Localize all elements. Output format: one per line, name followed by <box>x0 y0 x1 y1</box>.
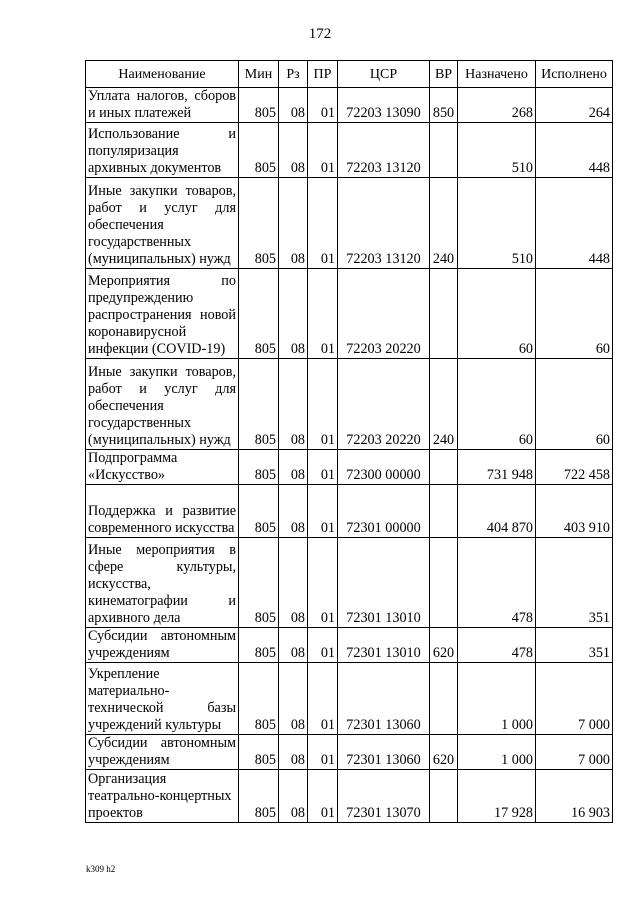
row-executed: 351 <box>536 628 613 663</box>
row-assigned: 17 928 <box>458 770 536 823</box>
header-min: Мин <box>239 61 279 88</box>
row-vr <box>430 269 458 359</box>
row-executed: 16 903 <box>536 770 613 823</box>
row-assigned: 1 000 <box>458 663 536 735</box>
row-assigned: 268 <box>458 88 536 123</box>
row-min: 805 <box>239 538 279 628</box>
row-vr <box>430 770 458 823</box>
row-min: 805 <box>239 485 279 538</box>
row-name: Подпрограмма «Искусство» <box>86 450 239 485</box>
row-pr: 01 <box>308 735 338 770</box>
row-name: Укрепление материально-технической базы учреждений культуры <box>86 663 239 735</box>
row-min: 805 <box>239 735 279 770</box>
row-assigned: 60 <box>458 359 536 450</box>
row-rz: 08 <box>279 770 308 823</box>
row-min: 805 <box>239 359 279 450</box>
row-csr: 72301 13010 <box>338 628 430 663</box>
row-rz: 08 <box>279 88 308 123</box>
row-pr: 01 <box>308 485 338 538</box>
row-name: Иные закупки товаров, работ и услуг для обеспечения государственных (муниципальных) нужд <box>86 359 239 450</box>
row-pr: 01 <box>308 538 338 628</box>
header-assigned: Назначено <box>458 61 536 88</box>
row-min: 805 <box>239 663 279 735</box>
row-csr: 72301 13010 <box>338 538 430 628</box>
row-csr: 72301 13070 <box>338 770 430 823</box>
header-executed: Исполнено <box>536 61 613 88</box>
row-vr <box>430 538 458 628</box>
row-vr: 240 <box>430 359 458 450</box>
row-executed: 351 <box>536 538 613 628</box>
row-pr: 01 <box>308 178 338 269</box>
row-min: 805 <box>239 269 279 359</box>
row-csr: 72203 13120 <box>338 123 430 178</box>
row-pr: 01 <box>308 123 338 178</box>
row-name: Мероприятия по предупреждению распространения новой коронавирусной инфекции (COVID-19) <box>86 269 239 359</box>
row-csr: 72301 13060 <box>338 735 430 770</box>
budget-table <box>85 60 613 823</box>
row-csr: 72203 13120 <box>338 178 430 269</box>
header-csr: ЦСР <box>338 61 430 88</box>
row-pr: 01 <box>308 88 338 123</box>
row-pr: 01 <box>308 269 338 359</box>
table-row <box>86 178 613 269</box>
row-csr: 72203 20220 <box>338 359 430 450</box>
row-csr: 72203 20220 <box>338 269 430 359</box>
header-pr: ПР <box>308 61 338 88</box>
row-vr <box>430 123 458 178</box>
row-executed: 264 <box>536 88 613 123</box>
row-rz: 08 <box>279 735 308 770</box>
row-min: 805 <box>239 88 279 123</box>
row-assigned: 1 000 <box>458 735 536 770</box>
row-executed: 60 <box>536 269 613 359</box>
row-rz: 08 <box>279 538 308 628</box>
row-vr <box>430 485 458 538</box>
table-row <box>86 485 613 538</box>
table-row <box>86 735 613 770</box>
row-vr <box>430 450 458 485</box>
row-min: 805 <box>239 123 279 178</box>
row-executed: 60 <box>536 359 613 450</box>
row-executed: 7 000 <box>536 735 613 770</box>
row-rz: 08 <box>279 359 308 450</box>
footer-code: k309 h2 <box>86 864 116 874</box>
row-assigned: 404 870 <box>458 485 536 538</box>
page-number: 172 <box>308 26 332 42</box>
row-name: Иные мероприятия в сфере культуры, искусства, кинематографии и архивного дела <box>86 538 239 628</box>
row-assigned: 478 <box>458 628 536 663</box>
table-row <box>86 770 613 823</box>
row-vr: 850 <box>430 88 458 123</box>
row-pr: 01 <box>308 359 338 450</box>
row-min: 805 <box>239 178 279 269</box>
row-min: 805 <box>239 628 279 663</box>
row-vr: 620 <box>430 628 458 663</box>
row-rz: 08 <box>279 663 308 735</box>
row-min: 805 <box>239 450 279 485</box>
row-rz: 08 <box>279 450 308 485</box>
row-assigned: 60 <box>458 269 536 359</box>
table-header-row <box>86 61 613 88</box>
row-csr: 72301 13060 <box>338 663 430 735</box>
row-vr: 620 <box>430 735 458 770</box>
row-pr: 01 <box>308 450 338 485</box>
row-assigned: 731 948 <box>458 450 536 485</box>
header-rz: Рз <box>279 61 308 88</box>
row-name: Уплата налогов, сборов и иных платежей <box>86 88 239 123</box>
table-row <box>86 663 613 735</box>
row-name: Субсидии автономным учреждениям <box>86 628 239 663</box>
row-csr: 72203 13090 <box>338 88 430 123</box>
header-vr: ВР <box>430 61 458 88</box>
row-rz: 08 <box>279 628 308 663</box>
row-pr: 01 <box>308 663 338 735</box>
row-executed: 448 <box>536 123 613 178</box>
table-row <box>86 450 613 485</box>
row-name: Использование и популяризация архивных документов <box>86 123 239 178</box>
row-assigned: 510 <box>458 178 536 269</box>
row-min: 805 <box>239 770 279 823</box>
row-executed: 403 910 <box>536 485 613 538</box>
row-executed: 722 458 <box>536 450 613 485</box>
row-assigned: 478 <box>458 538 536 628</box>
row-executed: 448 <box>536 178 613 269</box>
row-name: Субсидии автономным учреждениям <box>86 735 239 770</box>
row-rz: 08 <box>279 269 308 359</box>
table-row <box>86 88 613 123</box>
table-row <box>86 538 613 628</box>
row-pr: 01 <box>308 628 338 663</box>
row-rz: 08 <box>279 178 308 269</box>
row-executed: 7 000 <box>536 663 613 735</box>
table-row <box>86 359 613 450</box>
row-vr: 240 <box>430 178 458 269</box>
row-name: Организация театрально-концертных проектов <box>86 770 239 823</box>
row-vr <box>430 663 458 735</box>
row-assigned: 510 <box>458 123 536 178</box>
row-rz: 08 <box>279 123 308 178</box>
header-name: Наименование <box>86 61 239 88</box>
row-pr: 01 <box>308 770 338 823</box>
row-csr: 72300 00000 <box>338 450 430 485</box>
row-name: Поддержка и развитие современного искусства <box>86 485 239 538</box>
table-row <box>86 123 613 178</box>
table-row <box>86 628 613 663</box>
table-row <box>86 269 613 359</box>
row-name: Иные закупки товаров, работ и услуг для обеспечения государственных (муниципальных) нужд <box>86 178 239 269</box>
row-csr: 72301 00000 <box>338 485 430 538</box>
row-rz: 08 <box>279 485 308 538</box>
